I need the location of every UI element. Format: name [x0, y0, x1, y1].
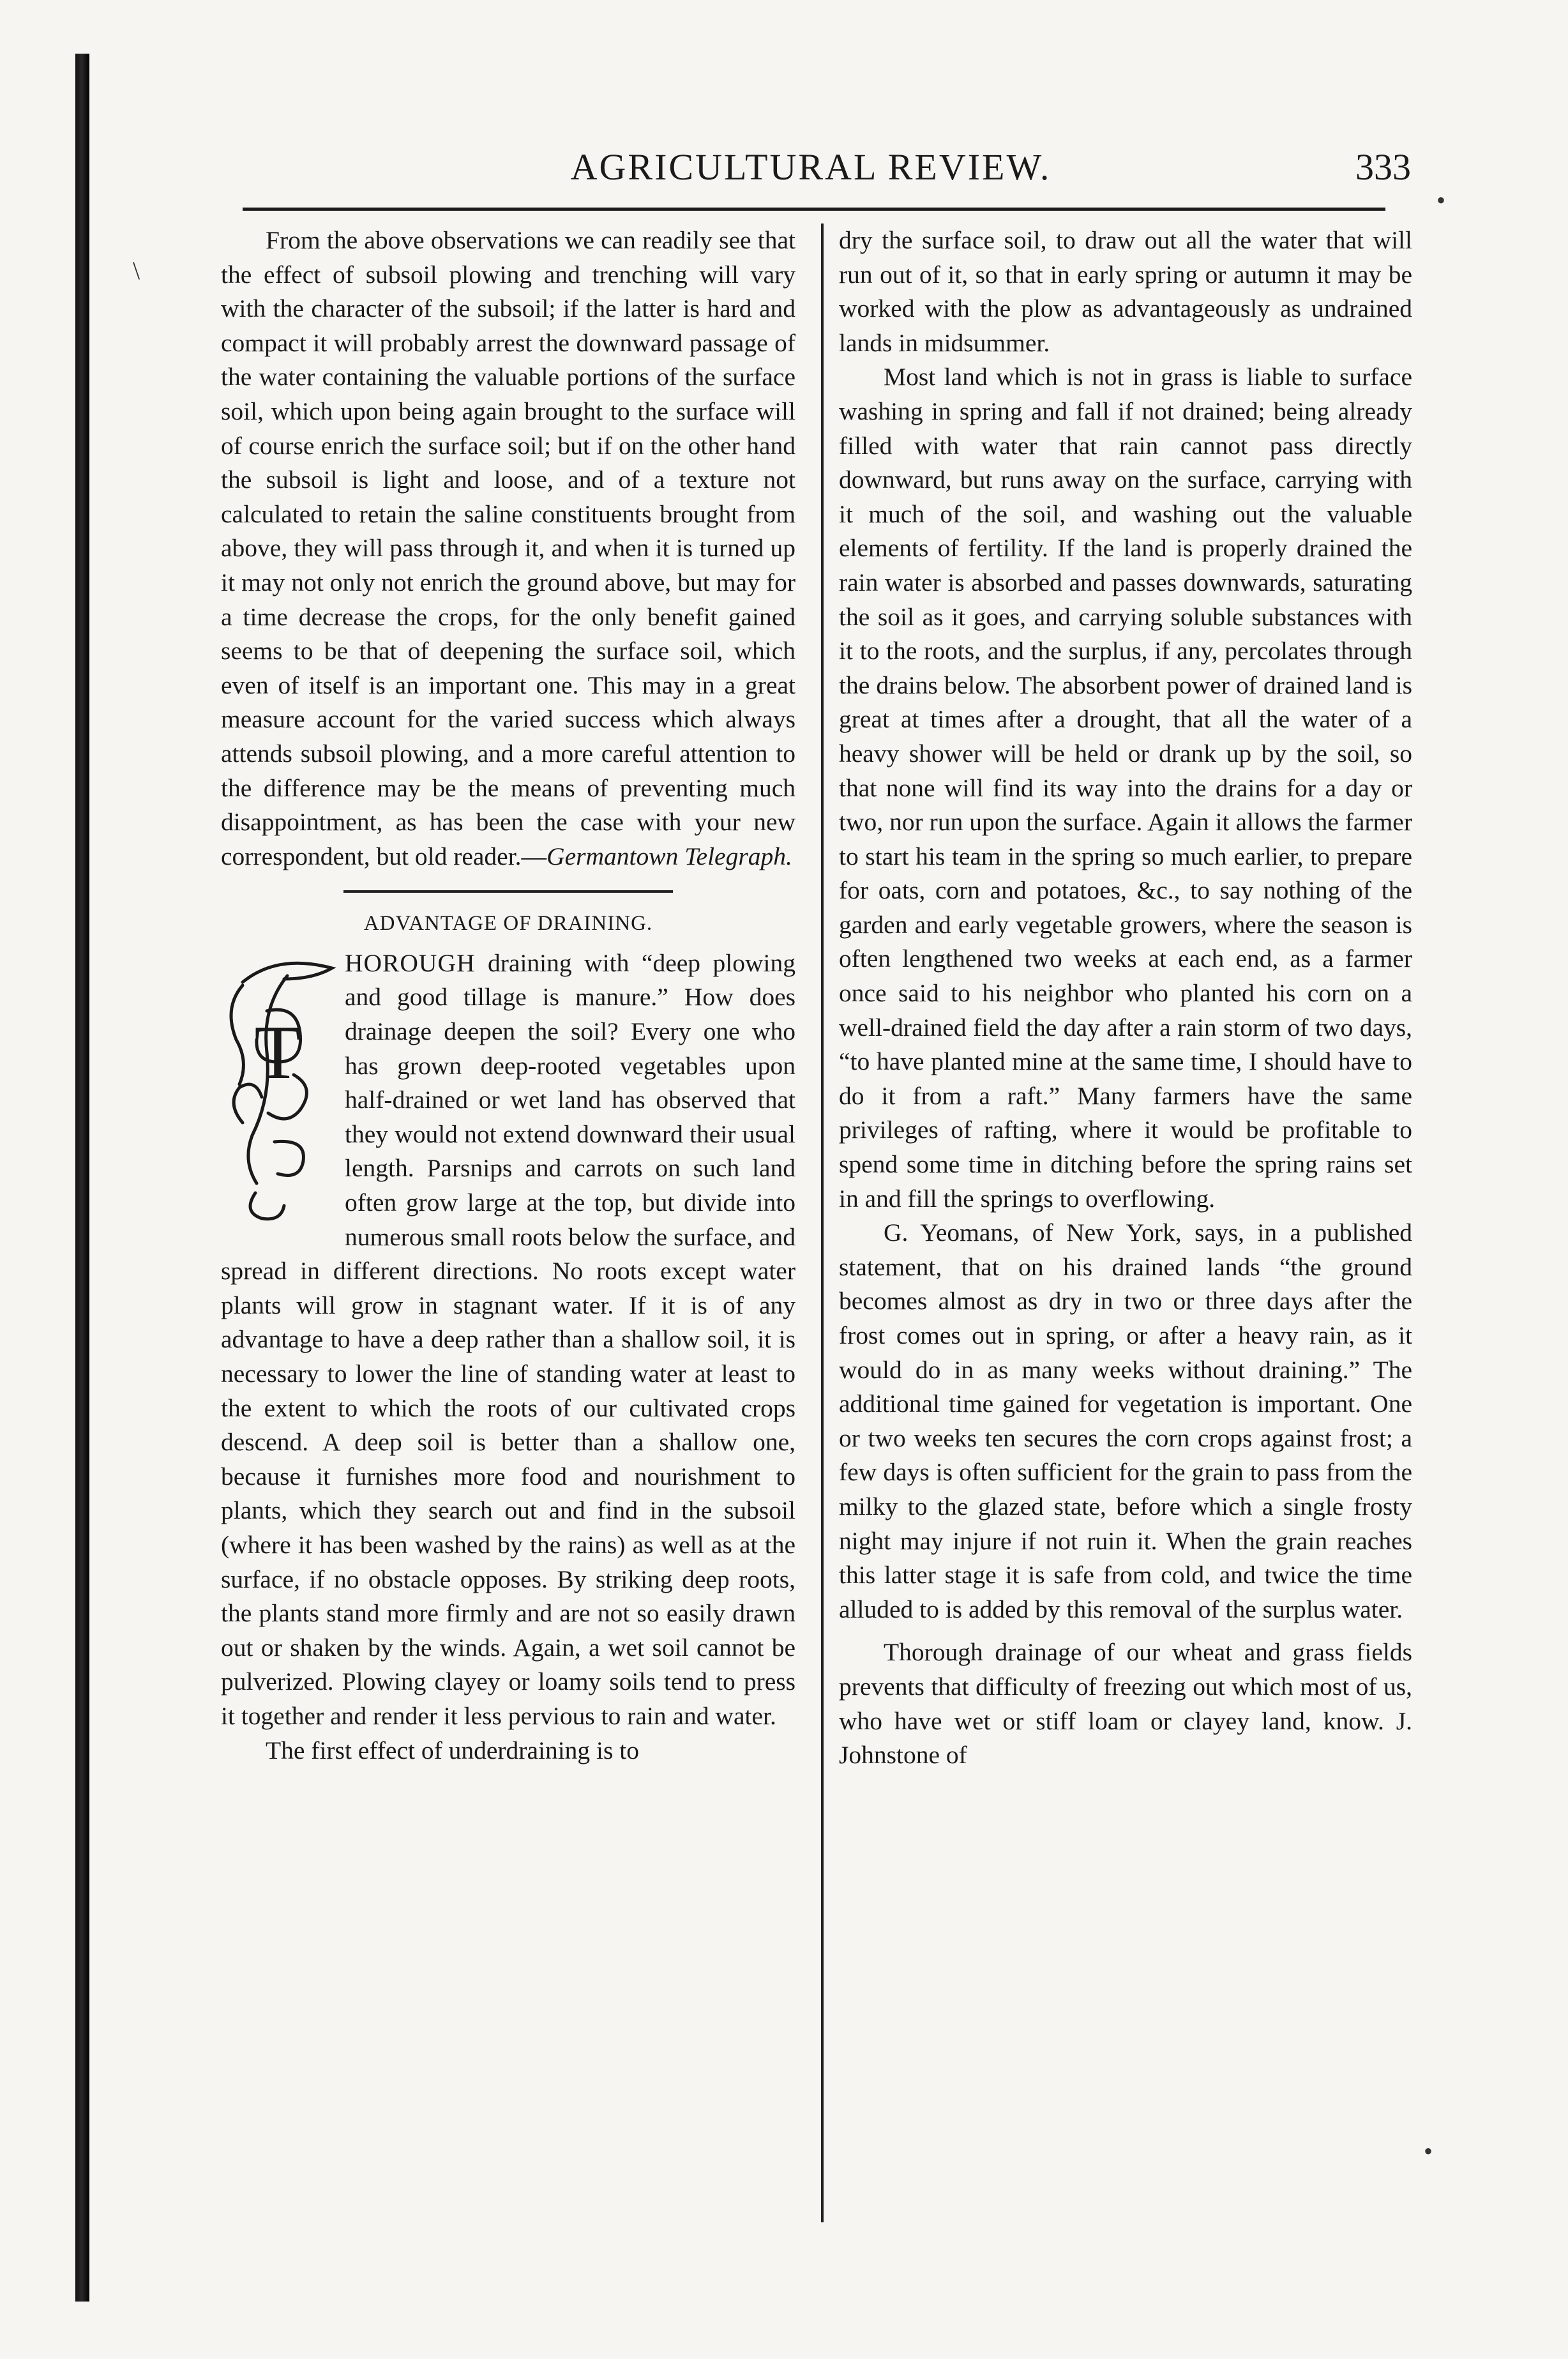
running-title: AGRICULTURAL REVIEW.	[570, 146, 1052, 188]
paragraph-gap	[839, 1627, 1412, 1635]
article-paragraph: G. Yeomans, of New York, says, in a published statement, that on his drained lands “the ground becomes almost as dry in two or three days after the frost comes out in spring, or after a heavy rain, as it would do in as many weeks without draining.” The additional time gained for vegetation is important. One or two weeks ten secures the corn crops against frost; a few days is often sufficient for the grain to pass from the milky to the glazed state, before which a single frosty night may injure if not ruin it. When the grain reaches this latter stage it is safe from cold, and twice the time alluded to is added by this removal of the surplus water.	[839, 1218, 1412, 1623]
right-column	[839, 224, 1412, 1773]
header-rule	[243, 208, 1385, 211]
article-paragraph: The first effect of underdraining is to	[266, 1736, 639, 1764]
paragraph-text: From the above observations we can readily see that the effect of subsoil plowing and trenching will vary with the character of the subsoil; if the latter is hard and compact it will probably arrest the downward passage of the water containing the valuable portions of the surface soil, which upon being again brought to the surface will of course enrich the surface soil; but if on the other hand the subsoil is light and loose, and of a texture not calculated to retain the saline constituents brought from above, they will pass through it, and when it is turned up it may not only not enrich the ground above, but may for a time decrease the crops, for the only benefit gained seems to be that of deepening the surface soil, which even of itself is an important one. This may in a great measure account for the varied success which always attends subsoil plowing, and a more careful attention to the difference may be the means of preventing much disappointment, as has been the case with your new correspondent, but old reader.—	[221, 226, 795, 870]
paragraph-text: draining with “deep plowing and good tillage is manure.” How does drainage deepen the soil? Every one who has grown deep-rooted vegetables upon half-drained or wet land has observed that they would not extend downward their usual length. Parsnips and carrots on such land often grow large at the top, but divide into numerous small roots below the surface, and spread in different directions. No roots except water plants will grow in stagnant water. If it is of any advantage to have a deep rather than a shallow soil, it is necessary to lower the line of standing water at least to the extent to which the roots of our cultivated crops descend. A deep soil is better than a shallow one, because it furnishes more food and nourishment to plants, which they search out and find in the subsoil (where it has been washed by the rains) as well as at the surface, if no obstacle opposes. By striking deep roots, the plants stand more firmly and are not so easily drawn out or shaken by the winds. Again, a wet soil cannot be pulverized. Plowing clayey or loamy soils tend to press it together and render it less pervious to rain and water.	[221, 948, 795, 1730]
section-rule	[343, 890, 673, 893]
margin-tick: \	[133, 256, 140, 285]
section-heading: ADVANTAGE OF DRAINING.	[363, 912, 653, 936]
book-binding-edge	[75, 54, 89, 2302]
article-paragraph	[221, 224, 795, 874]
margin-dot: •	[1436, 186, 1446, 215]
page-number: 333	[1355, 146, 1411, 188]
column-divider	[821, 224, 824, 2222]
article-paragraph: dry the surface soil, to draw out all the water that will run out of it, so that in early spring or autumn it may be worked with the plow as advantageously as undrained lands in midsummer.	[839, 226, 1412, 357]
margin-dot: •	[1424, 2137, 1433, 2166]
left-column	[221, 224, 795, 1768]
first-word: HOROUGH	[345, 948, 476, 977]
article-paragraph: Most land which is not in grass is liable to surface washing in spring and fall if not drained; being already filled with water that rain cannot pass directly downward, but runs away on the surface, carrying with it much of the soil, and washing out the valuable elements of fertility. If the land is properly drained the rain water is absorbed and passes downwards, saturating the soil as it goes, and carrying soluble substances with it to the roots, and the surplus, if any, percolates through the drains below. The absorbent power of drained land is great at times after a drought, that all the water of a heavy shower will be held or drank up by the soil, so that none will find its way into the drains for a day or two, nor run upon the surface. Again it allows the farmer to start his team in the spring so much earlier, to prepare for oats, corn and potatoes, &c., to say nothing of the garden and early vegetable growers, where the season is often lengthened two weeks at each end, as a farmer once said to his neighbor who planted his corn on a well-drained field the day after a rain storm of two days, “to have planted mine at the same time, I should have to do it from a raft.” Many farmers have the same privileges of rafting, where it would be profitable to spend some time in ditching before the spring rains set in and fill the springs to overflowing.	[839, 363, 1412, 1213]
article-paragraph	[221, 946, 795, 1734]
svg-text:T: T	[254, 1009, 301, 1095]
article-paragraph: Thorough drainage of our wheat and grass fields prevents that difficulty of freezing out which most of us, who have wet or stiff loam or clayey land, know. J. Johnstone of	[839, 1638, 1412, 1770]
ornamental-dropcap-t	[217, 950, 338, 1225]
attribution: Germantown Telegraph.	[547, 842, 792, 870]
page-header	[211, 128, 1411, 198]
